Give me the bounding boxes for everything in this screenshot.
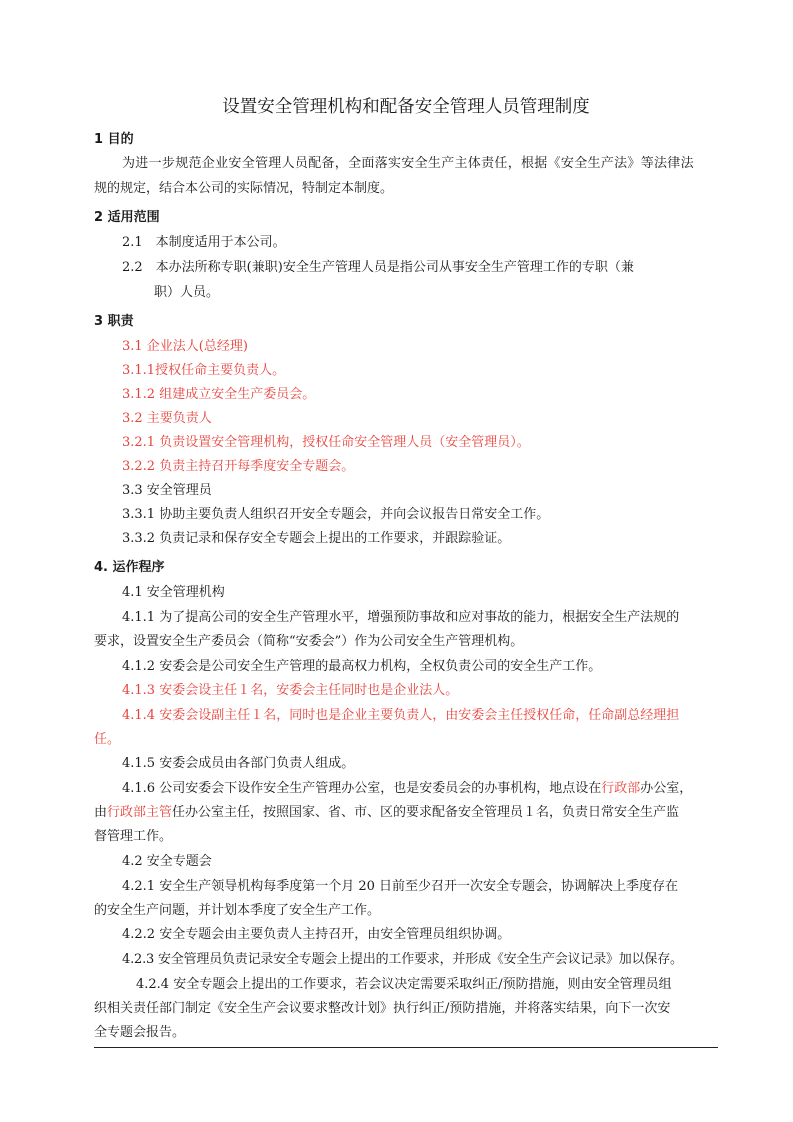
section-2-item-2-line-2: 职）人员。 bbox=[154, 285, 220, 300]
section-3-heading: 3 职责 bbox=[94, 314, 134, 329]
section-2-item-2-line-1: 2.2 本办法所称专职(兼职)安全生产管理人员是指公司从事安全生产管理工作的专职（兼 bbox=[122, 260, 634, 275]
highlight-admin-supervisor: 行政部主管 bbox=[107, 805, 173, 820]
item-4-1-3: 4.1.3 安委会设主任１名，安委会主任同时也是企业法人。 bbox=[122, 683, 459, 698]
item-3-1: 3.1 企业法人(总经理) bbox=[122, 339, 248, 354]
item-3-3-1: 3.3.1 协助主要负责人组织召开安全专题会，并向会议报告日常安全工作。 bbox=[122, 507, 550, 522]
item-3-3: 3.3 安全管理员 bbox=[122, 483, 212, 498]
item-3-2-1: 3.2.1 负责设置安全管理机构，授权任命安全管理人员（安全管理员）。 bbox=[122, 435, 530, 450]
section-4-heading: 4. 运作程序 bbox=[94, 560, 165, 575]
item-4-1-6-line-1 bbox=[122, 780, 692, 798]
item-4-1-4-line-2: 任。 bbox=[94, 732, 121, 747]
item-4-2-3: 4.2.3 安全管理员负责记录安全专题会上提出的工作要求，并形成《安全生产会议记录》加以保存。 bbox=[122, 952, 683, 967]
section-2-item-1: 2.1 本制度适用于本公司。 bbox=[122, 235, 286, 250]
item-4-1-4-line-1: 4.1.4 安委会设副主任１名，同时也是企业主要负责人，由安委会主任授权任命，任命副总经理担 bbox=[122, 708, 680, 723]
item-4-1-6-line-2 bbox=[94, 804, 679, 822]
item-4-1-1-line-2: 要求，设置安全生产委员会（简称“安委会”）作为公司安全生产管理机构。 bbox=[94, 634, 524, 649]
item-4-1-6-line-3: 督管理工作。 bbox=[94, 829, 173, 844]
section-1-paragraph-line-1: 为进一步规范企业安全管理人员配备，全面落实安全生产主体责任，根据《安全生产法》等法律法 bbox=[122, 156, 694, 171]
item-4-2-2: 4.2.2 安全专题会由主要负责人主持召开，由安全管理员组织协调。 bbox=[122, 927, 511, 942]
item-4-1: 4.1 安全管理机构 bbox=[122, 585, 225, 600]
item-4-2-1-line-2: 的安全生产问题，并计划本季度了安全生产工作。 bbox=[94, 903, 381, 918]
item-3-3-2: 3.3.2 负责记录和保存安全专题会上提出的工作要求，并跟踪验证。 bbox=[122, 531, 511, 546]
section-1-heading: 1 目的 bbox=[94, 132, 134, 147]
item-4-1-6-text-d: 任办公室主任，按照国家、省、市、区的要求配备安全管理员１名，负责日常安全生产监 bbox=[172, 805, 680, 820]
item-3-2-2: 3.2.2 负责主持召开每季度安全专题会。 bbox=[122, 459, 355, 474]
item-4-1-5: 4.1.5 安委会成员由各部门负责人组成。 bbox=[122, 756, 355, 771]
item-4-2-4-line-1: 4.2.4 安全专题会上提出的工作要求，若会议决定需要采取纠正/预防措施，则由安全管理员组 bbox=[136, 977, 672, 992]
item-3-1-1: 3.1.1授权任命主要负责人。 bbox=[122, 363, 286, 378]
item-4-2: 4.2 安全专题会 bbox=[122, 854, 212, 869]
item-4-2-4-line-3: 全专题会报告。 bbox=[94, 1025, 186, 1040]
footer-divider bbox=[94, 1047, 718, 1048]
item-4-2-1-line-1: 4.2.1 安全生产领导机构每季度第一个月 20 日前至少召开一次安全专题会，协调解决上季度存在 bbox=[122, 879, 679, 894]
item-4-2-4-line-2: 织相关责任部门制定《安全生产会议要求整改计划》执行纠正/预防措施，并将落实结果，向下一次安 bbox=[94, 1001, 671, 1016]
document-title: 设置安全管理机构和配备安全管理人员管理制度 bbox=[222, 97, 590, 117]
item-4-1-6-text-a: 4.1.6 公司安委会下设作安全生产管理办公室，也是安委员会的办事机构，地点设在 bbox=[122, 781, 602, 796]
section-1-paragraph-line-2: 规的规定，结合本公司的实际情况，特制定本制度。 bbox=[94, 181, 394, 196]
item-4-1-1-line-1: 4.1.1 为了提高公司的安全生产管理水平，增强预防事故和应对事故的能力，根据安全生产法规的 bbox=[122, 610, 680, 625]
highlight-admin-dept: 行政部 bbox=[601, 781, 641, 796]
item-4-1-6-text-c: 由 bbox=[94, 805, 108, 820]
item-3-1-2: 3.1.2 组建成立安全生产委员会。 bbox=[122, 387, 316, 402]
section-2-heading: 2 适用范围 bbox=[94, 210, 160, 225]
item-4-1-2: 4.1.2 安委会是公司安全生产管理的最高权力机构，全权负责公司的安全生产工作。 bbox=[122, 659, 602, 674]
item-3-2: 3.2 主要负责人 bbox=[122, 411, 212, 426]
item-4-1-6-text-b: 办公室， bbox=[640, 781, 693, 796]
